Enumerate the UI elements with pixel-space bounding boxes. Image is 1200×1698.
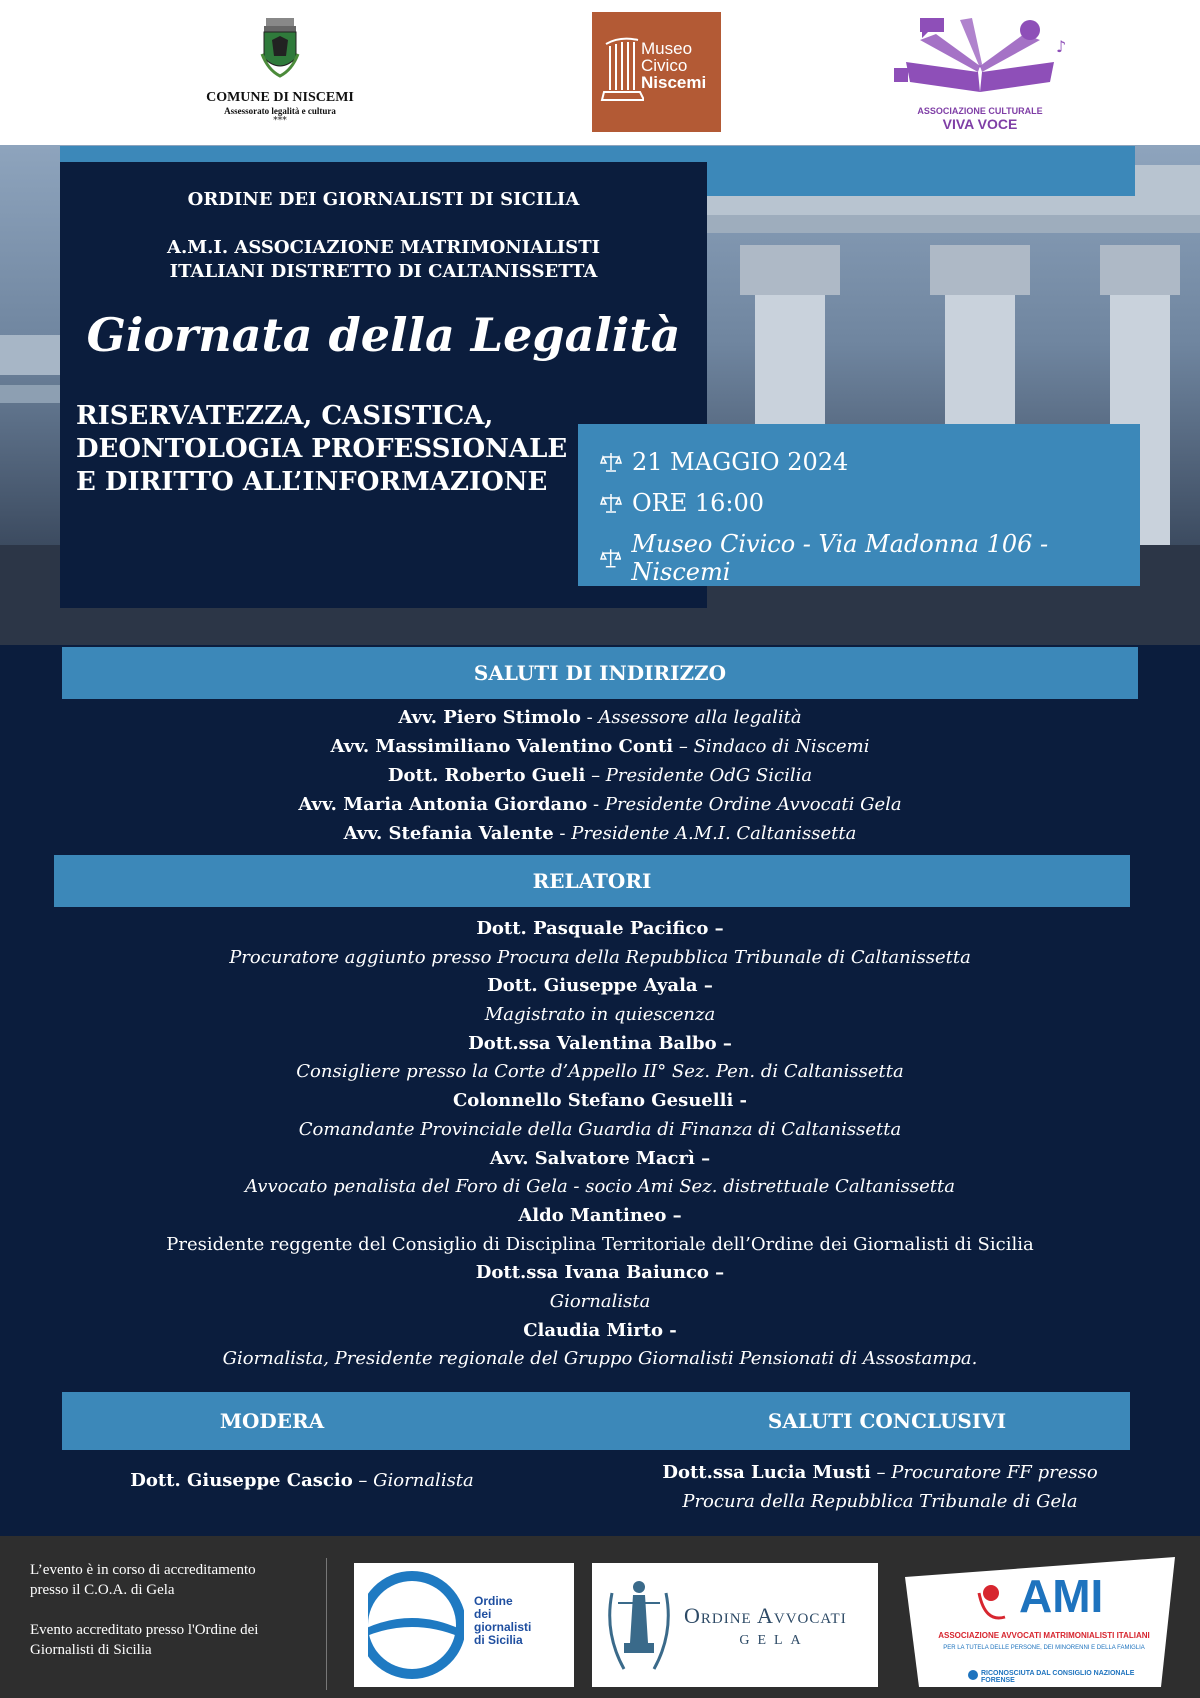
saluti-sep: - <box>580 707 599 728</box>
saluti-role: Assessore alla legalità <box>598 707 802 728</box>
event-place: Museo Civico - Via Madonna 106 - Niscemi <box>631 530 1049 586</box>
saluti-sep: – <box>673 736 694 757</box>
relatore-name <box>0 1317 1200 1346</box>
saluti-item <box>0 790 1200 819</box>
relatore-role-text: Consigliere presso la Corte d’Appello II° Sez. Pen. di Caltanissetta <box>296 1061 904 1083</box>
odg-line4: di Sicilia <box>474 1633 523 1647</box>
event-subtitle-line3: E DIRITTO ALL’INFORMAZIONE <box>76 467 548 497</box>
saluti-role: Presidente Ordine Avvocati Gela <box>604 794 902 815</box>
footer-divider <box>326 1558 327 1690</box>
saluti-name: Dott. Roberto Gueli <box>387 765 586 786</box>
ordine-avvocati-logo <box>592 1563 878 1687</box>
event-date: 21 MAGGIO 2024 <box>632 448 849 476</box>
odg-line3: giornalisti <box>474 1620 532 1634</box>
event-subtitle-line2: DEONTOLOGIA PROFESSIONALE <box>76 434 568 464</box>
conclusivi-heading: SALUTI CONCLUSIVI <box>767 1409 1007 1433</box>
viva-voce-line1: ASSOCIAZIONE CULTURALE <box>917 106 1043 116</box>
comune-logo <box>170 14 390 134</box>
relatore-role <box>0 1058 1200 1087</box>
saluti-role: Presidente OdG Sicilia <box>605 765 813 786</box>
relatore-role-text: Giornalista, Presidente regionale del Gruppo Giornalisti Pensionati di Assostampa. <box>222 1348 978 1370</box>
saluti-item <box>0 819 1200 848</box>
accreditation-note-odg <box>30 1620 330 1660</box>
saluti-list <box>0 703 1200 848</box>
relatore-role <box>0 1288 1200 1317</box>
comune-subtitle: Assessorato legalità e cultura <box>224 106 336 116</box>
relatore-role-text: Giornalista <box>549 1290 651 1312</box>
saluti-name: Avv. Stefania Valente <box>343 823 554 844</box>
relatore-role-text: Magistrato in quiescenza <box>484 1004 716 1026</box>
moderator-name: Dott. Giuseppe Cascio <box>130 1470 353 1491</box>
saluti-heading: SALUTI DI INDIRIZZO <box>62 647 1138 699</box>
relatore-role-text: Procuratore aggiunto presso Procura della Repubblica Tribunale di Caltanissetta <box>229 946 971 968</box>
relatore-name-text: Colonnello Stefano Gesuelli - <box>452 1090 748 1112</box>
ami-line1: ASSOCIAZIONE AVVOCATI MATRIMONIALISTI ITALIANI <box>938 1631 1150 1640</box>
accreditation-note-coa <box>30 1560 330 1600</box>
saluti-name: Avv. Maria Antonia Giordano <box>298 794 588 815</box>
closing-speaker-sep: – <box>870 1462 892 1483</box>
relatore-role <box>0 1345 1200 1374</box>
relatore-role-text: Presidente reggente del Consiglio di Disciplina Territoriale dell’Ordine dei Giornalisti di Sicilia <box>166 1233 1034 1255</box>
moderator-sep: – <box>352 1470 374 1491</box>
odg-circle-icon <box>354 1567 464 1683</box>
relatore-role <box>0 1116 1200 1145</box>
relatore-name <box>0 1202 1200 1231</box>
accreditation-note-coa-line2: presso il C.O.A. di Gela <box>30 1582 175 1598</box>
ami-title: AMI <box>1019 1570 1104 1622</box>
open-book-icon <box>880 12 1080 100</box>
relatore-name-text: Dott. Giuseppe Ayala – <box>487 975 713 997</box>
relatore-role <box>0 1231 1200 1260</box>
event-time-row <box>600 489 764 517</box>
saluti-item <box>0 732 1200 761</box>
scales-icon <box>600 451 622 473</box>
relatore-name-text: Dott.ssa Valentina Balbo – <box>468 1032 732 1054</box>
relatore-name <box>0 915 1200 944</box>
accreditation-note-coa-line1: L’evento è in corso di accreditamento <box>30 1562 256 1578</box>
accreditation-note-odg-line2: Giornalisti di Sicilia <box>30 1642 152 1658</box>
saluti-item <box>0 761 1200 790</box>
bottom-headings-bar <box>62 1392 1130 1450</box>
comune-crest-icon <box>258 14 302 80</box>
relatore-name <box>0 1087 1200 1116</box>
moderator <box>62 1470 542 1491</box>
oa-line1: Ordine Avvocati <box>684 1603 847 1628</box>
relatore-role <box>0 1173 1200 1202</box>
saluti-role: Sindaco di Niscemi <box>693 736 870 757</box>
museo-building-icon <box>600 34 644 106</box>
closing-speaker-name: Dott.ssa Lucia Musti <box>662 1462 871 1483</box>
relatori-heading: RELATORI <box>54 855 1130 907</box>
museo-line3: Niscemi <box>641 73 707 92</box>
organizer-ami <box>60 236 707 284</box>
relatore-name <box>0 972 1200 1001</box>
svg-text:♪: ♪ <box>1056 37 1067 56</box>
saluti-item <box>0 703 1200 732</box>
event-time: ORE 16:00 <box>632 489 765 517</box>
saluti-name: Avv. Piero Stimolo <box>398 707 581 728</box>
relatore-name-text: Dott.ssa Ivana Baiunco – <box>475 1262 725 1284</box>
ami-line3: RICONOSCIUTA DAL CONSIGLIO NAZIONALE FORENSE <box>981 1670 1135 1684</box>
odg-line2: dei <box>474 1607 492 1621</box>
relatore-role-text: Avvocato penalista del Foro di Gela - socio Ami Sez. distrettuale Caltanissetta <box>245 1176 955 1198</box>
comune-name: COMUNE DI NISCEMI <box>206 90 354 105</box>
saluti-sep: - <box>587 794 605 815</box>
moderator-role: Giornalista <box>373 1470 474 1491</box>
event-info-box <box>578 424 1140 586</box>
organizer-ami-line2: ITALIANI DISTRETTO DI CALTANISSETTA <box>169 261 598 282</box>
relatore-role <box>0 944 1200 973</box>
justice-statue-icon <box>604 1573 674 1677</box>
organizer-ami-line1: A.M.I. ASSOCIAZIONE MATRIMONIALISTI <box>166 237 601 258</box>
viva-voce-logo <box>880 12 1080 132</box>
event-title: Giornata della Legalità <box>86 308 681 362</box>
relatore-name <box>0 1145 1200 1174</box>
viva-voce-line2: VIVA VOCE <box>942 116 1018 132</box>
museo-line1: Museo <box>641 39 693 58</box>
saluti-role: Presidente A.M.I. Caltanissetta <box>571 823 857 844</box>
oa-line2: GELA <box>739 1633 809 1648</box>
saluti-name: Avv. Massimiliano Valentino Conti <box>330 736 674 757</box>
museo-logo <box>592 12 721 132</box>
relatore-role-text: Comandante Provinciale della Guardia di Finanza di Caltanissetta <box>298 1118 902 1140</box>
saluti-sep: – <box>585 765 606 786</box>
ordine-giornalisti-logo <box>354 1563 574 1687</box>
saluti-sep: - <box>553 823 572 844</box>
ami-line2: PER LA TUTELA DELLE PERSONE, DEI MINORENNI E DELLA FAMIGLIA <box>943 1645 1145 1651</box>
relatore-role <box>0 1001 1200 1030</box>
relatore-name-text: Claudia Mirto - <box>523 1319 677 1341</box>
organizer-odg: ORDINE DEI GIORNALISTI DI SICILIA <box>187 189 580 210</box>
comune-stars: *** <box>273 116 287 126</box>
relatore-name <box>0 1259 1200 1288</box>
relatore-name-text: Aldo Mantineo – <box>518 1204 682 1226</box>
relatore-name-text: Dott. Pasquale Pacifico – <box>476 918 724 939</box>
museo-logo-text <box>641 40 706 91</box>
odg-logo-text <box>474 1595 531 1647</box>
closing-speaker <box>620 1458 1140 1516</box>
ami-logo <box>905 1553 1175 1691</box>
relatore-name-text: Avv. Salvatore Macrì – <box>489 1147 711 1169</box>
relatore-name <box>0 1030 1200 1059</box>
museo-line2: Civico <box>641 56 688 75</box>
odg-line1: Ordine <box>474 1594 513 1608</box>
scales-icon <box>600 492 622 514</box>
event-subtitle-line1: RISERVATEZZA, CASISTICA, <box>76 401 494 431</box>
scales-icon <box>600 547 621 569</box>
modera-heading: MODERA <box>219 1409 325 1433</box>
event-date-row <box>600 448 848 476</box>
relatori-list <box>0 915 1200 1374</box>
event-place-row <box>600 530 1140 586</box>
closing-speaker-role-line2: Procura della Repubblica Tribunale di Gela <box>682 1491 1078 1512</box>
closing-speaker-role-line1: Procuratore FF presso <box>891 1462 1098 1483</box>
accreditation-note-odg-line1: Evento accreditato presso l'Ordine dei <box>30 1622 259 1638</box>
hero-right-bar <box>705 146 1135 196</box>
